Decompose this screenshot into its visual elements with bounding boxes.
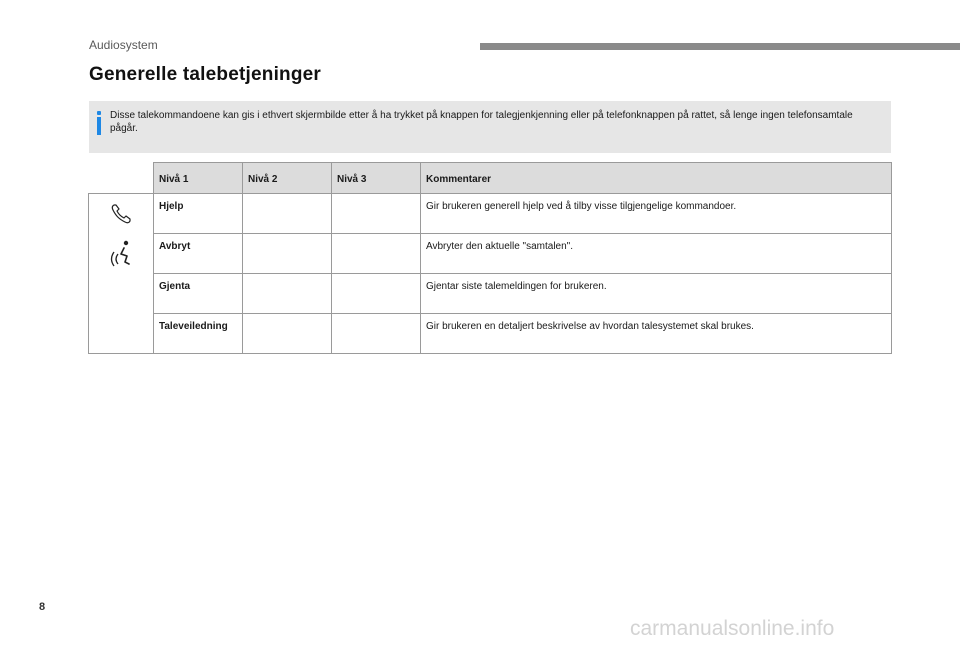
command-level-3 — [332, 314, 421, 354]
command-level-1: Gjenta — [154, 274, 243, 314]
command-level-2 — [243, 314, 332, 354]
info-box — [89, 101, 891, 153]
command-comment: Avbryter den aktuelle "samtalen". — [421, 234, 892, 274]
command-comment: Gir brukeren en detaljert beskrivelse av hvordan talesystemet skal brukes. — [421, 314, 892, 354]
command-level-2 — [243, 194, 332, 234]
voice-recognition-icon — [109, 240, 135, 270]
table-row — [89, 234, 892, 274]
command-level-1: Taleveiledning — [154, 314, 243, 354]
commands-table — [88, 162, 892, 354]
icons-cell — [89, 194, 154, 354]
table-header-row — [89, 163, 892, 194]
header-level-2: Nivå 2 — [243, 163, 332, 194]
command-level-2 — [243, 234, 332, 274]
section-label: Audiosystem — [89, 38, 158, 52]
command-level-3 — [332, 234, 421, 274]
page-number: 8 — [39, 601, 46, 613]
command-level-3 — [332, 274, 421, 314]
phone-icon — [109, 202, 133, 226]
info-icon — [95, 111, 103, 135]
command-comment: Gir brukeren generell hjelp ved å tilby visse tilgjengelige kommandoer. — [421, 194, 892, 234]
watermark: carmanualsonline.info — [630, 617, 835, 640]
header-level-1: Nivå 1 — [154, 163, 243, 194]
info-text: Disse talekommandoene kan gis i ethvert skjermbilde etter å ha trykket på knappen for talegjenkjenning eller på telefonknappen på rattet, så lenge ingen telefonsamtale pågår. — [110, 110, 853, 134]
table-row — [89, 314, 892, 354]
page-title: Generelle talebetjeninger — [89, 64, 322, 85]
table-row — [89, 194, 892, 234]
header-level-3: Nivå 3 — [332, 163, 421, 194]
header-bar — [480, 43, 960, 50]
command-level-2 — [243, 274, 332, 314]
table-row — [89, 274, 892, 314]
command-comment: Gjentar siste talemeldingen for brukeren. — [421, 274, 892, 314]
command-level-3 — [332, 194, 421, 234]
command-level-1: Avbryt — [154, 234, 243, 274]
command-level-1: Hjelp — [154, 194, 243, 234]
header-comments: Kommentarer — [421, 163, 892, 194]
header-blank-cell — [89, 163, 154, 194]
